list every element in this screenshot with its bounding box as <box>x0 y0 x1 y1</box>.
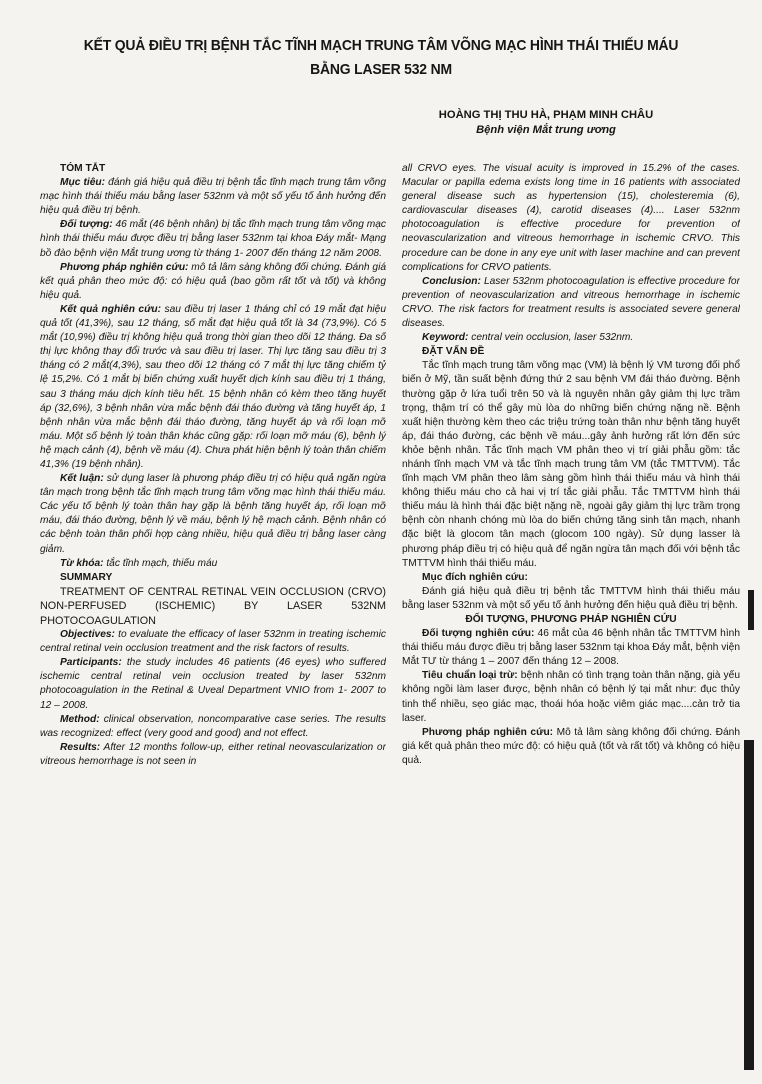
scan-edge-shadow-upper <box>748 590 754 630</box>
study-subjects-text: 46 mắt của 46 bệnh nhân tắc TMTTVM hình thái thiếu máu được điều trị bằng laser 532nm tại khoa Đáy mắt, bệnh viện Mắt TƯ từ tháng 1 – 2007 đến tháng 12 – 2008. <box>402 628 740 668</box>
summary-conclusion <box>402 275 740 331</box>
conclusion-label: Kết luận: <box>60 473 104 485</box>
abstract-keywords <box>40 557 386 571</box>
study-method <box>402 726 740 768</box>
study-subjects <box>402 627 740 669</box>
methods-heading: ĐỐI TƯỢNG, PHƯƠNG PHÁP NGHIÊN CỨU <box>465 614 677 625</box>
conclusion-text: sử dụng laser là phương pháp điều trị có hiệu quả ngăn ngừa tân mạch trong bệnh tắc tĩnh mạch trung tâm võng mạc hình thái thiếu máu. Các yếu tố bệnh lý toàn thân hay gặp là bệnh tăng huyết áp, rối loạn mỡ máu, đái tháo đường, bệnh lý về máu, bệnh lý hệ mạch cảnh. Bệnh nhân có các bệnh toàn thân phối hợp càng nhiều, hiệu quả điều trị bằng laser càng giảm. <box>40 473 386 555</box>
summary-heading: SUMMARY <box>60 571 113 583</box>
en-objectives-label: Objectives: <box>60 629 115 641</box>
en-method-text: clinical observation, noncomparative case series. The results was recognized: effect (very good and good) and not effect. <box>40 713 386 739</box>
en-method-label: Method: <box>60 713 100 725</box>
abstract-heading: TÓM TẮT <box>60 163 106 174</box>
results-label: Kết quả nghiên cứu: <box>60 303 161 315</box>
method-label: Phương pháp nghiên cứu: <box>60 261 189 273</box>
scan-edge-shadow-lower <box>744 740 754 1070</box>
summary-keyword <box>402 331 740 345</box>
en-objectives-text: to evaluate the efficacy of laser 532nm in treating ischemic central retinal vein occlusion treatment and the risk factors of results. <box>40 629 386 655</box>
author-block <box>376 108 716 138</box>
exclusion-criteria <box>402 669 740 725</box>
left-column <box>40 162 386 1052</box>
en-keyword-label: Keyword: <box>422 332 469 344</box>
aim-text: Đánh giá hiệu quả điều trị bệnh tắc TMTTVM hình thái thiếu máu bằng laser 532nm và một số yếu tố ảnh hưởng đến hiệu quả điều trị bệnh. <box>402 585 740 611</box>
right-column <box>402 162 740 1052</box>
summary-results-continued: all CRVO eyes. The visual acuity is improved in 15.2% of the cases. Macular or papilla edema exists long time in 16 patients with associated general disease such as hypertension (15), cholesteremia (6), cardiovascular diseases (4), carotid diseases (4).... Laser 532nm photocoagulation is effective procedure for prevention of neovascularization and vitreous hemorrhage in ischemic CRVO. This procedure can be done in any eye unit with laser machine and can prevent complications for CRVO patients. <box>402 163 740 273</box>
en-participants-text: the study includes 46 patients (46 eyes) who suffered ischemic central retinal vein occlusion treated by laser 532nm photocoagulation in the Retinal & Uveal Department VNIO from 1- 2007 to 12 – 2008. <box>40 657 386 711</box>
summary-participants <box>40 656 386 712</box>
aim-heading: Mục đích nghiên cứu: <box>422 571 528 583</box>
en-results-text: After 12 months follow-up, either retinal neovascularization or vitreous hemorrhage is not seen in <box>40 741 386 767</box>
en-conclusion-label: Conclusion: <box>422 275 481 287</box>
en-participants-label: Participants: <box>60 657 122 669</box>
summary-title: TREATMENT OF CENTRAL RETINAL VEIN OCCLUSION (CRVO) NON-PERFUSED (ISCHEMIC) BY LASER 532NM PHOTOCOAGULATION <box>40 585 386 627</box>
exclusion-label: Tiêu chuẩn loại trừ: <box>422 670 518 682</box>
intro-text: Tắc tĩnh mạch trung tâm võng mạc (VM) là bệnh lý VM tương đối phổ biến ở Mỹ, tần suất bệnh đứng thứ 2 sau bệnh VM đái tháo đường. Bệnh thường gặp ở lứa tuổi trên 50 và là nguyên nhân gây giảm thị lực trầm trọng, thậm trí có thể gây mù lòa do những biến chứng nặng nề. Bệnh xuất hiện thường kèm theo các triệu trứng toàn thân như bệnh tăng huyết áp, đái tháo đường, các bệnh về máu...gây ảnh hưởng rất lớn đến sức khỏe bệnh nhân. Tắc tĩnh mạch VM phân theo vị trí giải phẫu gồm: tắc nhánh tĩnh mạch VM và tắc tĩnh mạch trung tâm VM (tắc TMTTVM). Tắc tĩnh mạch VM phân theo lâm sàng gồm hình thái thiếu máu và hình thái không thiếu máu cho cả hai vị trí tắc giải phẫu. Tắc TMTTVM hình thái thiếu máu là hình thái đặc biệt nặng nề, ngoài gây giảm thị lực trầm trọng bệnh còn nhanh chóng mù lòa do biến chứng tăng sinh tân mạch, nhanh đặc biệt là glocom tân mạch (glocom 100 ngày). Sử dụng lasser là phương pháp điều trị có hiệu quả để ngăn ngừa tân mạch đối với bệnh tắc TMTTVM hình thái thiếu máu. <box>402 360 740 569</box>
study-method-text: Mô tả lâm sàng không đối chứng. Đánh giá kết quả phân theo mức độ: có hiệu quả (tốt và rất tốt) và không có hiệu quả. <box>402 726 740 766</box>
abstract-method <box>40 261 386 303</box>
method-text: mô tả lâm sàng không đối chứng. Đánh giá kết quả phân theo mức độ: có hiệu quả (bao gồm rất tốt và tốt) và không hiệu quả. <box>40 261 386 301</box>
title-line-1: KẾT QUẢ ĐIỀU TRỊ BỆNH TẮC TĨNH MẠCH TRUNG TÂM VÕNG MẠC HÌNH THÁI THIẾU MÁU <box>83 37 679 54</box>
author-names: HOÀNG THỊ THU HÀ, PHẠM MINH CHÂU <box>438 109 654 121</box>
summary-method <box>40 713 386 741</box>
abstract-subjects <box>40 218 386 260</box>
exclusion-text: bệnh nhân có tình trạng toàn thân nặng, già yếu không ngồi làm laser được, bệnh nhân có bệnh lý tại mắt như: đục thủy tinh thể nhiều, sẹo giác mạc, thoái hóa hoặc viêm giác mạc....cản trở tia laser. <box>402 670 740 724</box>
abstract-conclusion <box>40 472 386 557</box>
en-results-label: Results: <box>60 741 101 753</box>
study-method-label: Phương pháp nghiên cứu: <box>422 726 554 738</box>
keywords-text: tắc tĩnh mạch, thiếu máu <box>103 557 218 569</box>
summary-objectives <box>40 628 386 656</box>
results-text: sau điều trị laser 1 tháng chỉ có 19 mắt đạt hiệu quả tốt (41,3%), sau 12 tháng, số mắt đạt hiệu quả tốt là 34 (73,9%). Có 5 mắt (10,9%) điều trị không hiệu quả trong thời gian theo dõi 12 tháng. Đa số thị lực không thay đổi trước và sau điều trị laser. Thị lực tăng sau điều trị 3 tháng có 2 mắt(4,3%), sau theo dõi 12 tháng có 7 mắt thị lực tăng chiếm tỷ lệ 15,2%. Có 1 mắt bị biến chứng xuất huyết dịch kính sau điều trị 1 tháng, sau 3 tháng máu dịch kính tiêu hết. 15 bệnh nhân có kèm theo tăng huyết áp (32,6%), 3 bệnh nhân vừa mắc bệnh đái tháo đường và tăng huyết áp, 1 bệnh nhân vừa mắc bệnh đái tháo đường, tăng huyết áp và rối loạn mỡ máu. Một số bệnh lý toàn thân khác cũng gặp: rối loạn mỡ máu (6), bệnh lý hệ mạch cảnh (4), bệnh về máu (4). Chưa phát hiện bệnh lý toàn thân chiếm 41,3% (19 bệnh nhân). <box>40 303 386 470</box>
keywords-label: Từ khóa: <box>60 557 104 569</box>
objective-label: Mục tiêu: <box>60 177 106 189</box>
abstract-results <box>40 303 386 472</box>
abstract-objective <box>40 176 386 218</box>
title-line-2: BẰNG LASER 532 NM <box>310 61 452 78</box>
author-institution: Bệnh viện Mắt trung ương <box>476 124 616 136</box>
paper-title <box>64 34 698 82</box>
objective-text: đánh giá hiệu quả điều trị bệnh tắc tĩnh mạch trung tâm võng mạc hình thái thiếu máu bằng laser 532nm và một số yếu tố ảnh hưởng đến hiệu quả điều trị bệnh. <box>40 177 386 217</box>
study-subjects-label: Đối tượng nghiên cứu: <box>422 628 535 640</box>
en-keyword-text: central vein occlusion, laser 532nm. <box>468 332 634 344</box>
summary-results <box>40 741 386 769</box>
subjects-label: Đối tượng: <box>60 219 113 231</box>
en-conclusion-text: Laser 532nm photocoagulation is effective procedure for prevention of neovascularization and vitreous hemorrhage in ischemic CRVO. The risk factors for treatment results is associated severe general diseases. <box>402 275 740 330</box>
subjects-text: 46 mắt (46 bệnh nhân) bị tắc tĩnh mạch trung tâm võng mạc hình thái thiếu máu được điều trị bằng laser 532nm tại khoa Đáy mắt- Mạng bồ đào bệnh viện Mắt trung ương từ tháng 1- 2007 đến tháng 12 năm 2008. <box>40 219 386 259</box>
intro-heading: ĐẶT VẤN ĐỀ <box>422 346 485 358</box>
